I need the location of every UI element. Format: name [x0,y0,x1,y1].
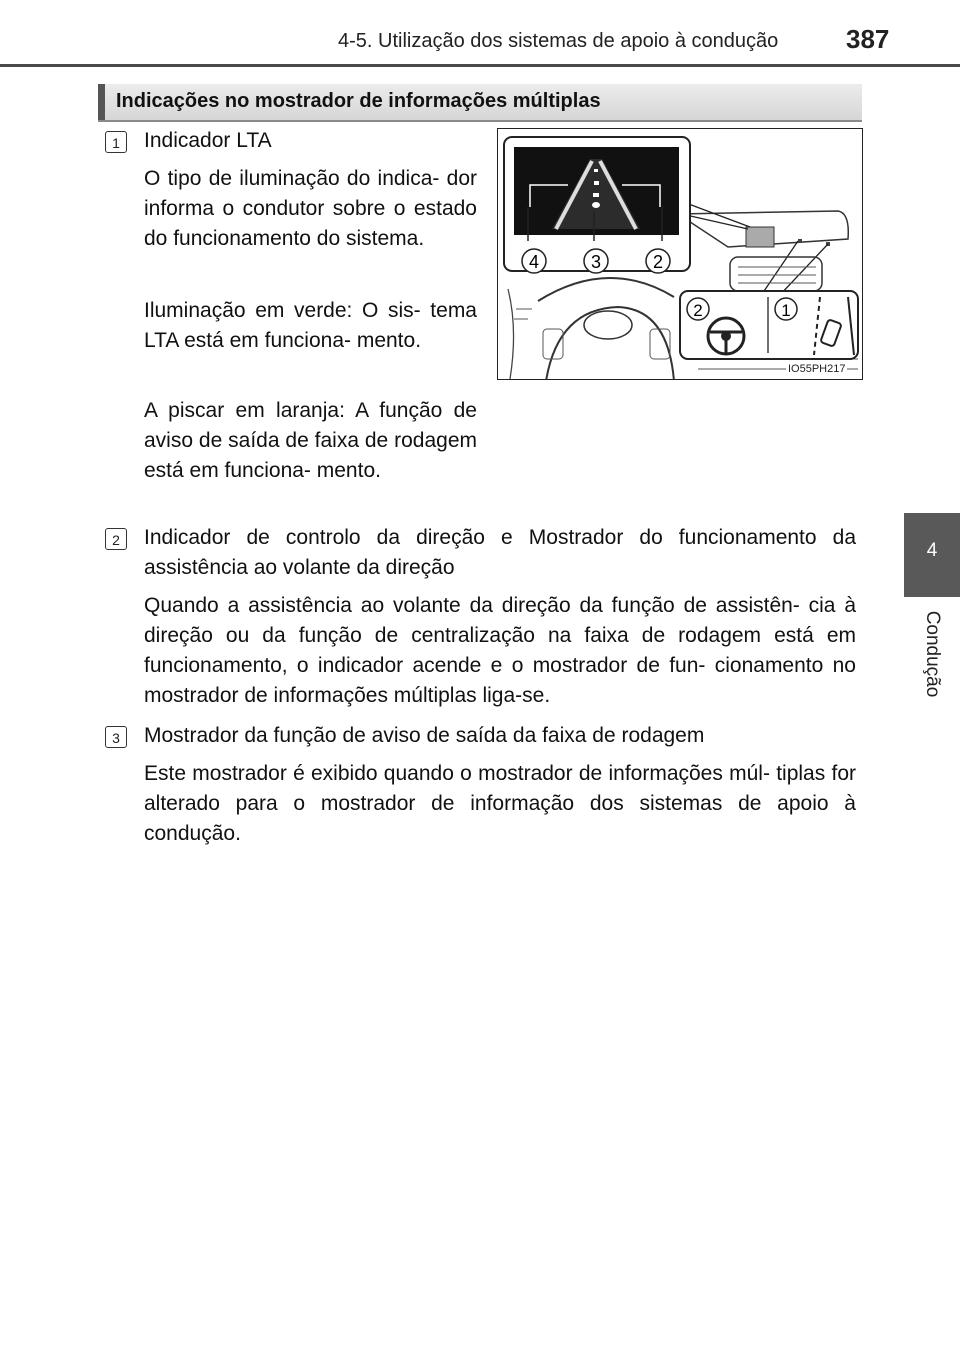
section-heading-bar [98,84,862,122]
chapter-label: Condução [922,610,943,698]
item-title: Mostrador da função de aviso de saída da faixa de rodagem [144,724,705,747]
figure-code: IO55PH217 [788,363,846,375]
callout-3: 3 [590,252,602,272]
dashboard-illustration [497,128,863,380]
page-number: 387 [846,24,890,54]
section-bar-accent [98,84,105,120]
item-title: Indicador de controlo da direção e Mostrador do funcionamento da assistência ao volante da direção [144,526,856,579]
callout-2-top: 2 [652,252,664,272]
item-paragraph: Quando a assistência ao volante da direção da função de assistên- cia à direção ou da função de centralização na faixa de rodagem está em funcionamento, o indicador acende e o mostrador de fun- cionamento no mostrador de informações múltiplas liga-se. [144,594,856,707]
callout-2-bottom: 2 [693,301,703,320]
dashboard-drawing [498,129,863,380]
item-paragraph: Este mostrador é exibido quando o mostrador de informações múl- tiplas for alterado para o mostrador de informação dos sistemas de apoio à condução. [144,762,856,845]
item-paragraph: O tipo de iluminação do indica- dor informa o condutor sobre o estado do funcionamento do sistema. [144,167,477,250]
header-rule [0,64,960,67]
item-number-badge: 1 [105,131,127,153]
item-number-badge: 3 [105,726,127,748]
item-paragraph: A piscar em laranja: A função de aviso de saída de faixa de rodagem está em funciona- mento. [144,399,477,482]
callout-1: 1 [781,301,791,320]
chapter-number: 4 [926,540,938,561]
callout-4: 4 [528,252,540,272]
item-title: Indicador LTA [144,129,272,152]
running-header: 4-5. Utilização dos sistemas de apoio à condução [338,30,779,52]
section-title: Indicações no mostrador de informações múltiplas [116,90,601,112]
item-number-badge: 2 [105,528,127,550]
item-paragraph: Iluminação em verde: O sis- tema LTA está em funciona- mento. [144,299,477,352]
